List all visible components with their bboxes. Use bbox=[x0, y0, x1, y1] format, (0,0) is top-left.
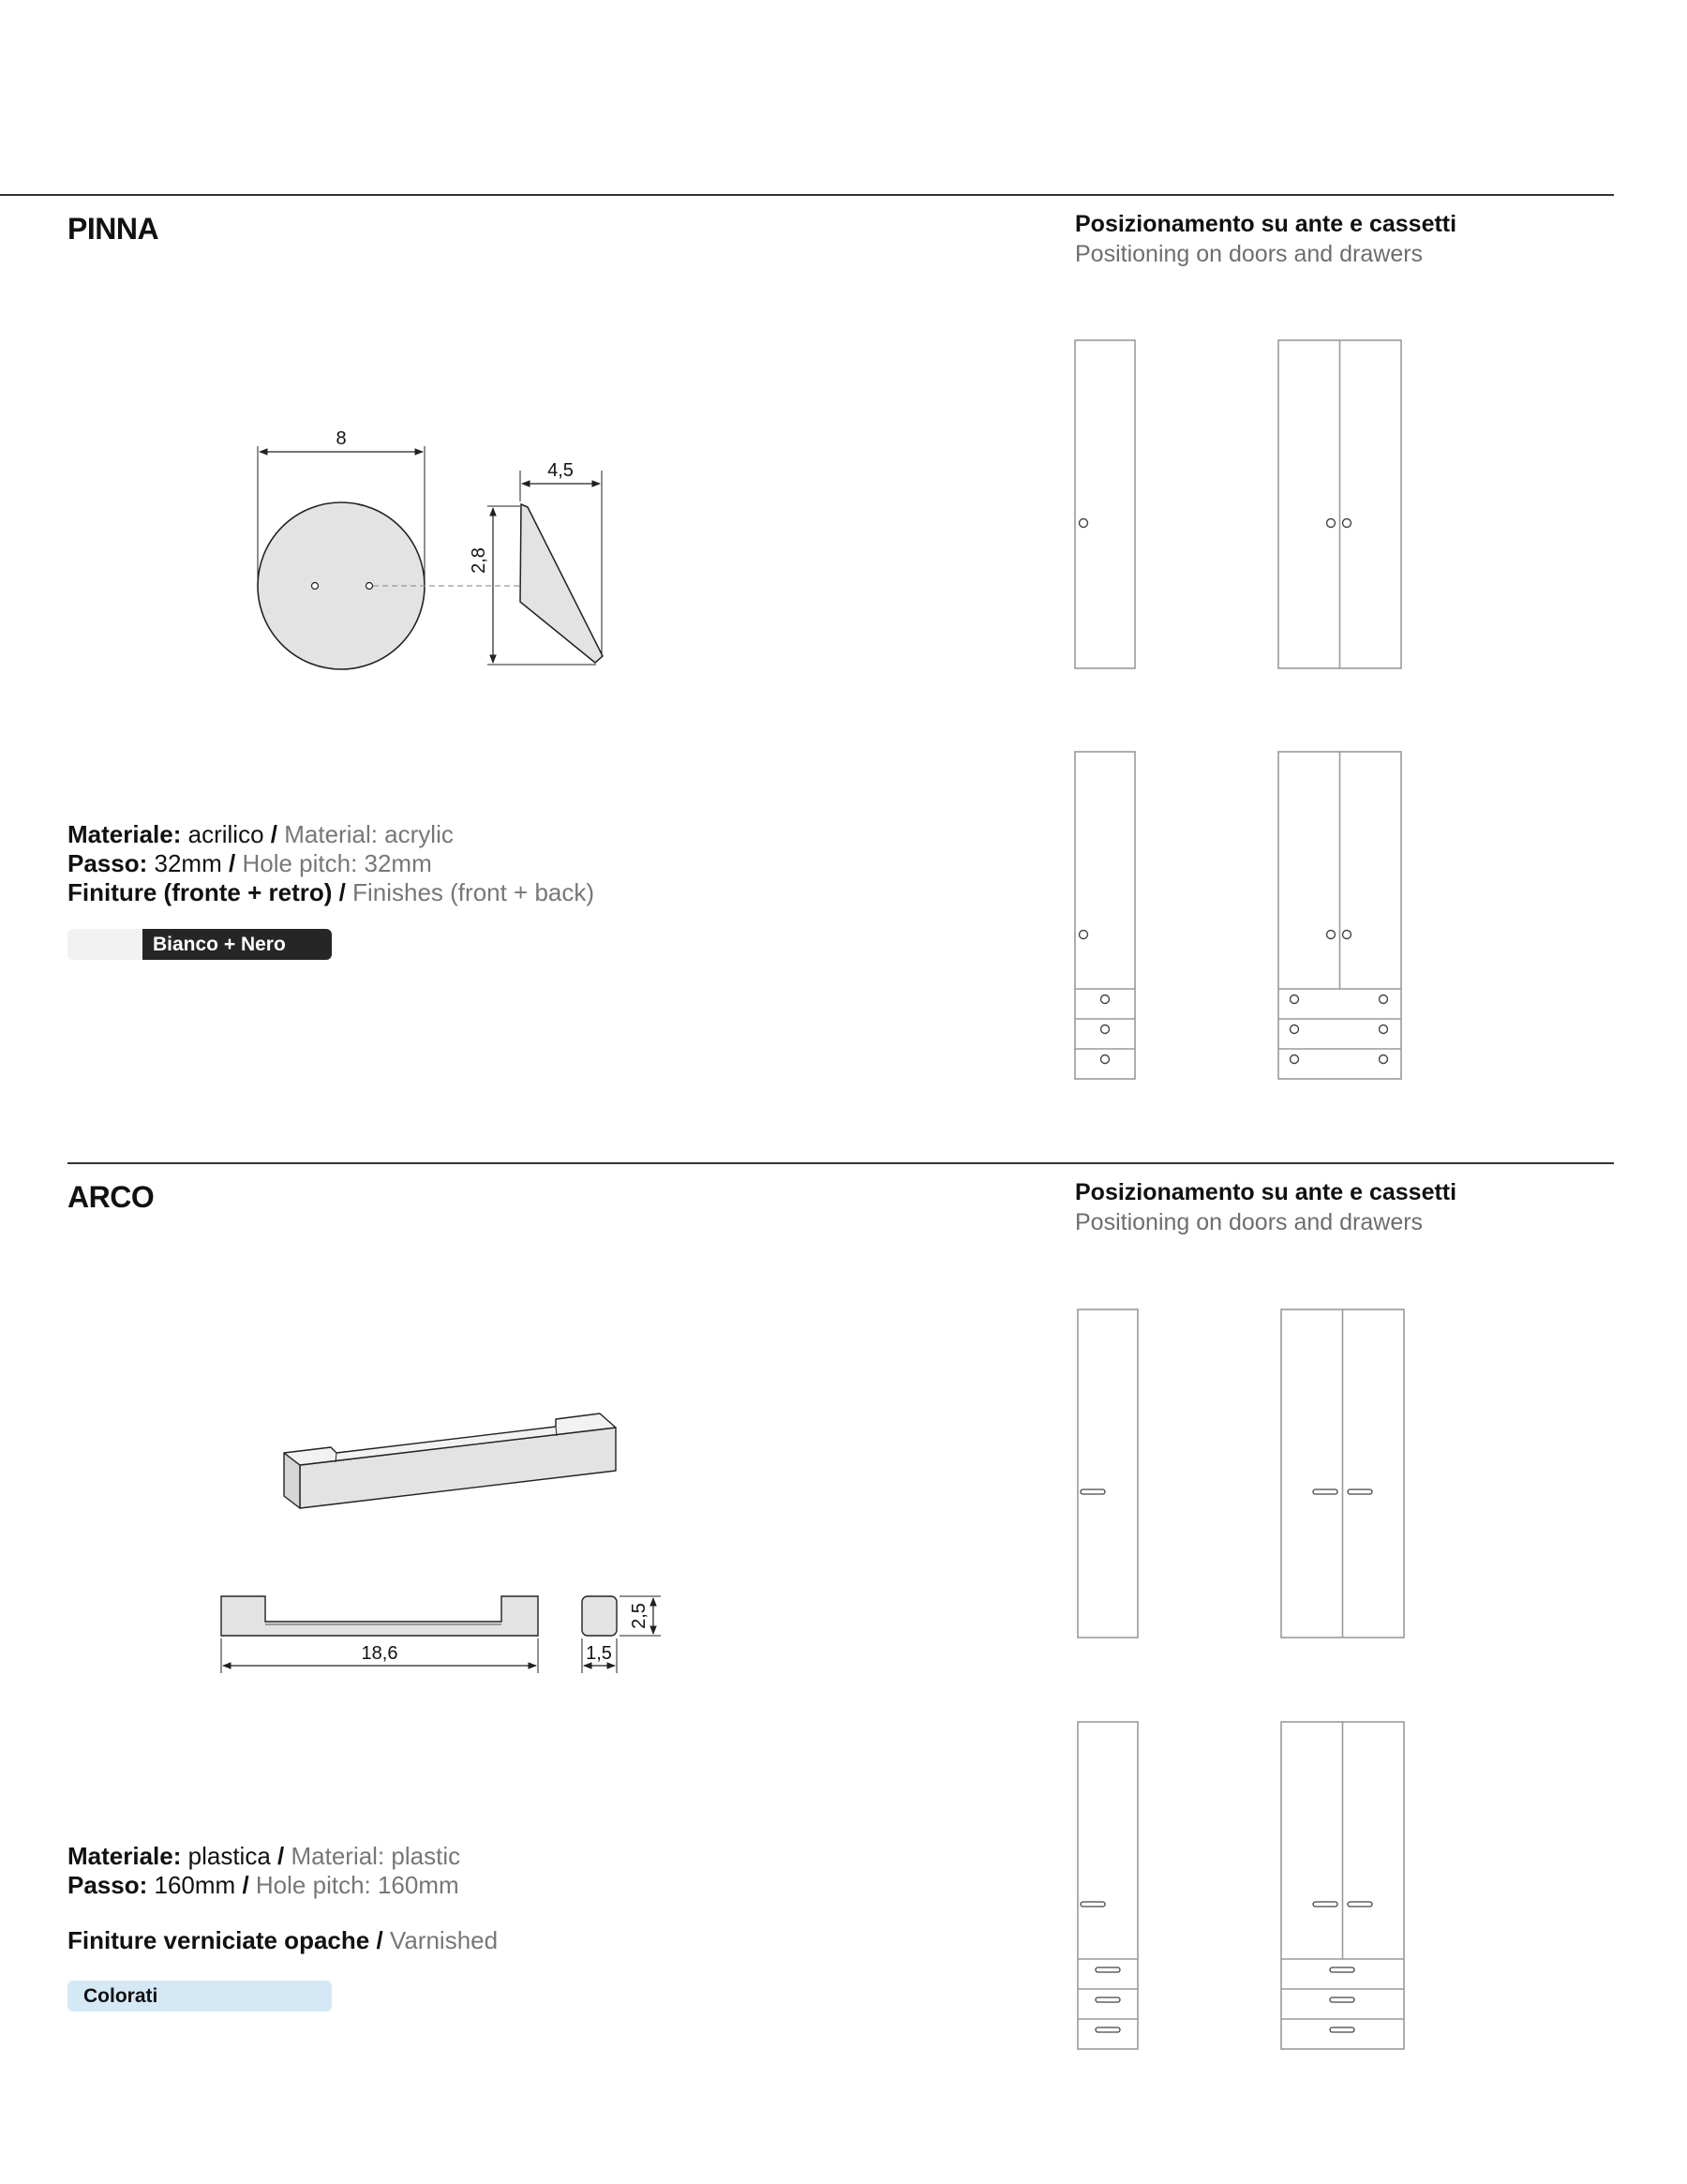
arco-swatch-colorati: Colorati bbox=[67, 1981, 332, 2012]
pinna-dim-height: 2,8 bbox=[469, 547, 489, 574]
section-divider bbox=[67, 1162, 1614, 1164]
pinna-front-disc bbox=[258, 502, 425, 669]
arco-material-line: Materiale: plastica / Material: plastic bbox=[67, 1842, 461, 1870]
pinna-side-fin bbox=[520, 504, 603, 663]
pinna-pitch-line: Passo: 32mm / Hole pitch: 32mm bbox=[67, 849, 432, 877]
pinna-swatch-white bbox=[67, 929, 142, 960]
arco-dim-width: 1,5 bbox=[586, 1643, 612, 1664]
pinna-technical-drawing bbox=[225, 412, 637, 684]
top-divider bbox=[0, 194, 1614, 196]
pinna-positioning-subtitle: Positioning on doors and drawers bbox=[1075, 241, 1424, 267]
arco-positioning-title: Posizionamento su ante e cassetti bbox=[1075, 1179, 1457, 1205]
arco-pitch-line: Passo: 160mm / Hole pitch: 160mm bbox=[67, 1871, 459, 1899]
arco-positioning-subtitle: Positioning on doors and drawers bbox=[1075, 1209, 1424, 1235]
pinna-dim-diameter: 8 bbox=[336, 428, 347, 449]
arco-finish-line: Finiture verniciate opache / Varnished bbox=[67, 1926, 499, 1954]
arco-dim-height: 2,5 bbox=[629, 1603, 649, 1629]
pinna-swatch-black: Bianco + Nero bbox=[142, 929, 332, 960]
arco-3d-view bbox=[284, 1414, 616, 1508]
arco-positioning-diagram bbox=[1068, 1303, 1415, 2062]
arco-end-profile bbox=[582, 1596, 617, 1636]
arco-front-profile bbox=[221, 1596, 538, 1636]
pinna-finish-line: Finiture (fronte + retro) / Finishes (front + back) bbox=[67, 878, 595, 906]
arco-dim-length: 18,6 bbox=[361, 1643, 398, 1664]
pinna-dim-depth: 4,5 bbox=[547, 460, 574, 481]
arco-title: ARCO bbox=[67, 1180, 155, 1214]
pinna-positioning-title: Posizionamento su ante e cassetti bbox=[1075, 211, 1457, 237]
pinna-positioning-diagram bbox=[1068, 333, 1415, 1092]
pinna-material-line: Materiale: acrilico / Material: acrylic bbox=[67, 820, 454, 848]
arco-technical-drawing bbox=[206, 1359, 675, 1687]
pinna-title: PINNA bbox=[67, 212, 159, 246]
